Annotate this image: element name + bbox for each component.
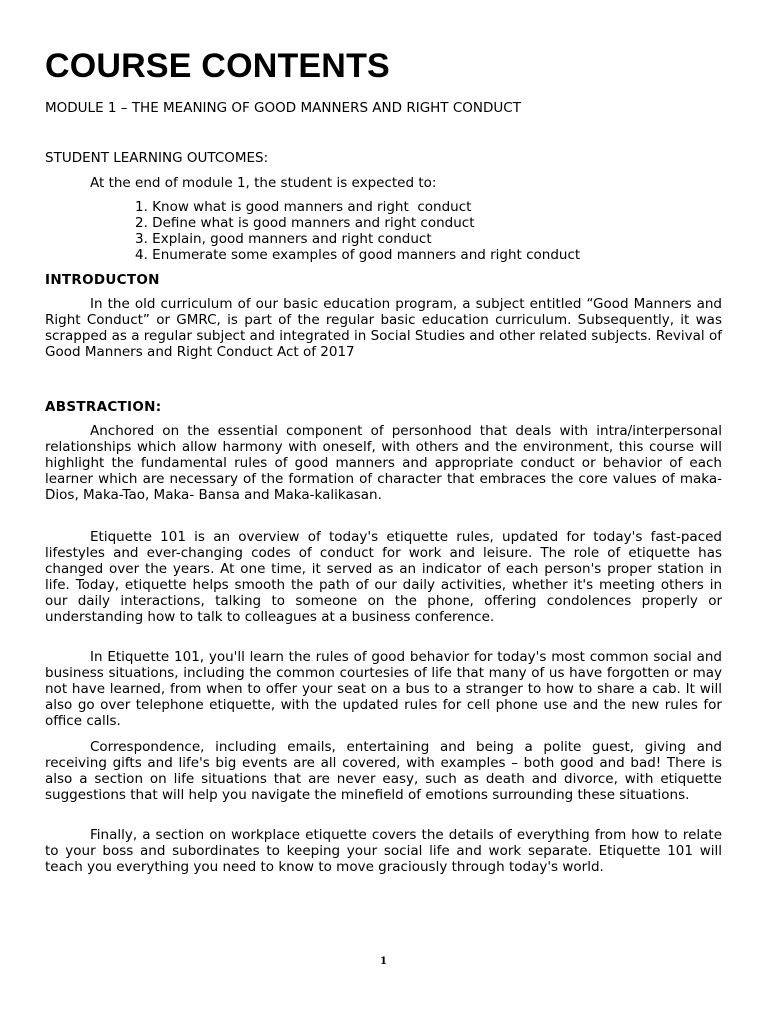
abstraction-paragraph-5: Finally, a section on workplace etiquette covers the details of everything from how to relate to your boss and subordinates to keeping your social life and work separate. Etiquette 101 will teach you everything you need to know to move graciously through today's world. <box>45 827 722 875</box>
document-page <box>45 0 722 1024</box>
abstraction-paragraph-4: Correspondence, including emails, entertaining and being a polite guest, giving and receiving gifts and life's big events are all covered, with examples – both good and bad! There is also a section on life situations that are never easy, such as death and divorce, with etiquette suggestions that will help you navigate the minefield of emotions surrounding these situations. <box>45 739 722 803</box>
outcomes-intro: At the end of module 1, the student is expected to: <box>90 175 437 191</box>
page-number: 1 <box>380 956 387 967</box>
outcome-item: 3. Explain, good manners and right conduct <box>135 231 432 247</box>
abstraction-heading: ABSTRACTION: <box>45 399 162 415</box>
abstraction-paragraph-1: Anchored on the essential component of personhood that deals with intra/interpersonal relationships which allow harmony with oneself, with others and the environment, this course will highlight the fundamental rules of good manners and appropriate conduct or behavior of each learner which are necessary of the formation of character that embraces the core values of maka-Dios, Maka-Tao, Maka- Bansa and Maka-kalikasan. <box>45 423 722 503</box>
page-title: COURSE CONTENTS <box>45 47 390 85</box>
abstraction-paragraph-2: Etiquette 101 is an overview of today's etiquette rules, updated for today's fast-paced lifestyles and ever-changing codes of conduct for work and leisure. The role of etiquette has changed over the years. At one time, it served as an indicator of each person's proper station in life. Today, etiquette helps smooth the path of our daily activities, whether it's meeting others in our daily interactions, talking to someone on the phone, offering condolences properly or understanding how to talk to colleagues at a business conference. <box>45 529 722 625</box>
outcomes-list <box>135 199 580 263</box>
outcomes-heading: STUDENT LEARNING OUTCOMES: <box>45 150 269 166</box>
outcome-item: 1. Know what is good manners and right conduct <box>135 199 472 215</box>
module-heading: MODULE 1 – THE MEANING OF GOOD MANNERS AND RIGHT CONDUCT <box>45 100 521 116</box>
introduction-heading: INTRODUCTON <box>45 272 160 288</box>
abstraction-paragraph-3: In Etiquette 101, you'll learn the rules of good behavior for today's most common social and business situations, including the common courtesies of life that many of us have forgotten or may not have learned, from when to offer your seat on a bus to a stranger to how to share a cab. It will also go over telephone etiquette, with the updated rules for cell phone use and the new rules for office calls. <box>45 649 722 729</box>
outcome-item: 4. Enumerate some examples of good manners and right conduct <box>135 247 581 263</box>
outcome-item: 2. Define what is good manners and right conduct <box>135 215 475 231</box>
introduction-paragraph: In the old curriculum of our basic education program, a subject entitled “Good Manners and Right Conduct” or GMRC, is part of the regular basic education curriculum. Subsequently, it was scrapped as a regular subject and integrated in Social Studies and other related subjects. Revival of Good Manners and Right Conduct Act of 2017 <box>45 296 722 360</box>
